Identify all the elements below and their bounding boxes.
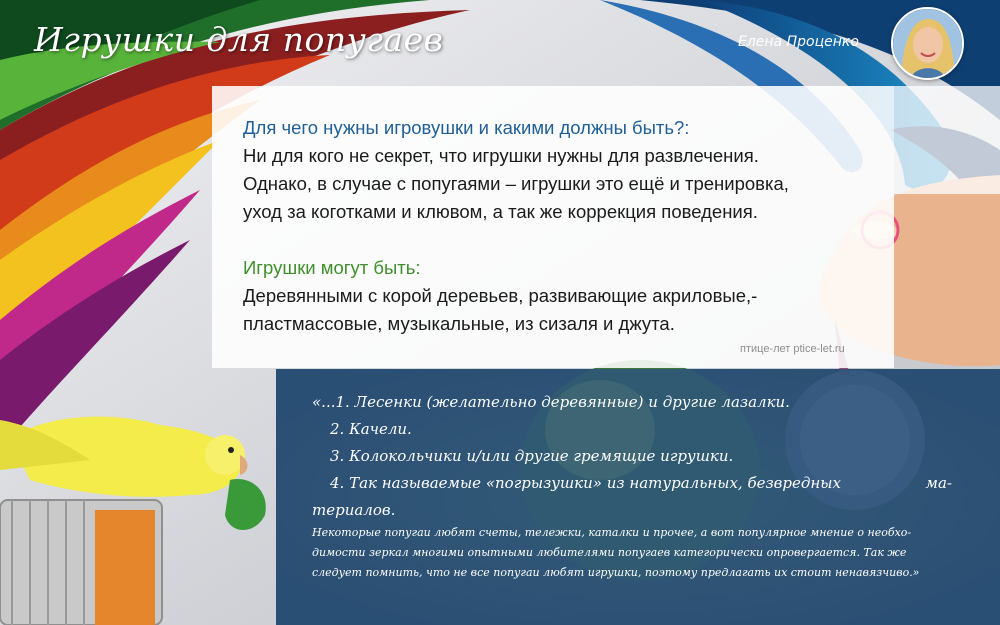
- quote-note: Некоторые попугаи любят счеты, тележки, каталки и прочее, а вот популярное мнение о необхо-: [312, 526, 912, 539]
- intro-line: Ни для кого не секрет, что игрушки нужны для развлечения.: [243, 145, 759, 166]
- quote-item: «...1. Лесенки (желательно деревянные) и другие лазалки.: [312, 393, 790, 411]
- quote-item-4-end: териалов.: [312, 501, 396, 519]
- intro-line: пластмассовые, музыкальные, из сизаля и джута.: [243, 313, 675, 334]
- intro-heading-purpose: Для чего нужны игровушки и какими должны быть?:: [243, 117, 690, 138]
- quote-note: следует помнить, что не все попугаи любят игрушки, поэтому предлагать их стоит ненавязчиво.»: [312, 566, 920, 579]
- avatar-portrait-icon: [893, 9, 962, 78]
- intro-line: Деревянными с корой деревьев, развивающие акриловые,-: [243, 285, 758, 306]
- intro-line: Однако, в случае с попугаями – игрушки это ещё и тренировка,: [243, 173, 789, 194]
- quote-note: димости зеркал многими опытными любителями попугаев категорически опровергается. Так же: [312, 546, 907, 559]
- quote-item: 3. Колокольчики и/или другие гремящие игрушки.: [330, 447, 734, 465]
- intro-text: [243, 114, 883, 338]
- quote-text: [312, 389, 952, 584]
- author-name: Елена Проценко: [738, 34, 859, 50]
- site-watermark: птице-лет ptice-let.ru: [740, 343, 845, 355]
- author-avatar: [891, 7, 964, 80]
- quote-item-4-text: 4. Так называемые «погрызушки» из натуральных, безвредных: [330, 474, 841, 492]
- quote-item-4-hyphen: ма-: [925, 474, 952, 492]
- page-title: Игрушки для попугаев: [34, 20, 444, 59]
- quote-item-4: [312, 470, 952, 497]
- spacer: [243, 226, 883, 254]
- quote-item: 2. Качели.: [330, 420, 412, 438]
- intro-heading-types: Игрушки могут быть:: [243, 257, 421, 278]
- intro-panel-extension: [894, 86, 1000, 194]
- intro-line: уход за коготками и клювом, а так же коррекция поведения.: [243, 201, 758, 222]
